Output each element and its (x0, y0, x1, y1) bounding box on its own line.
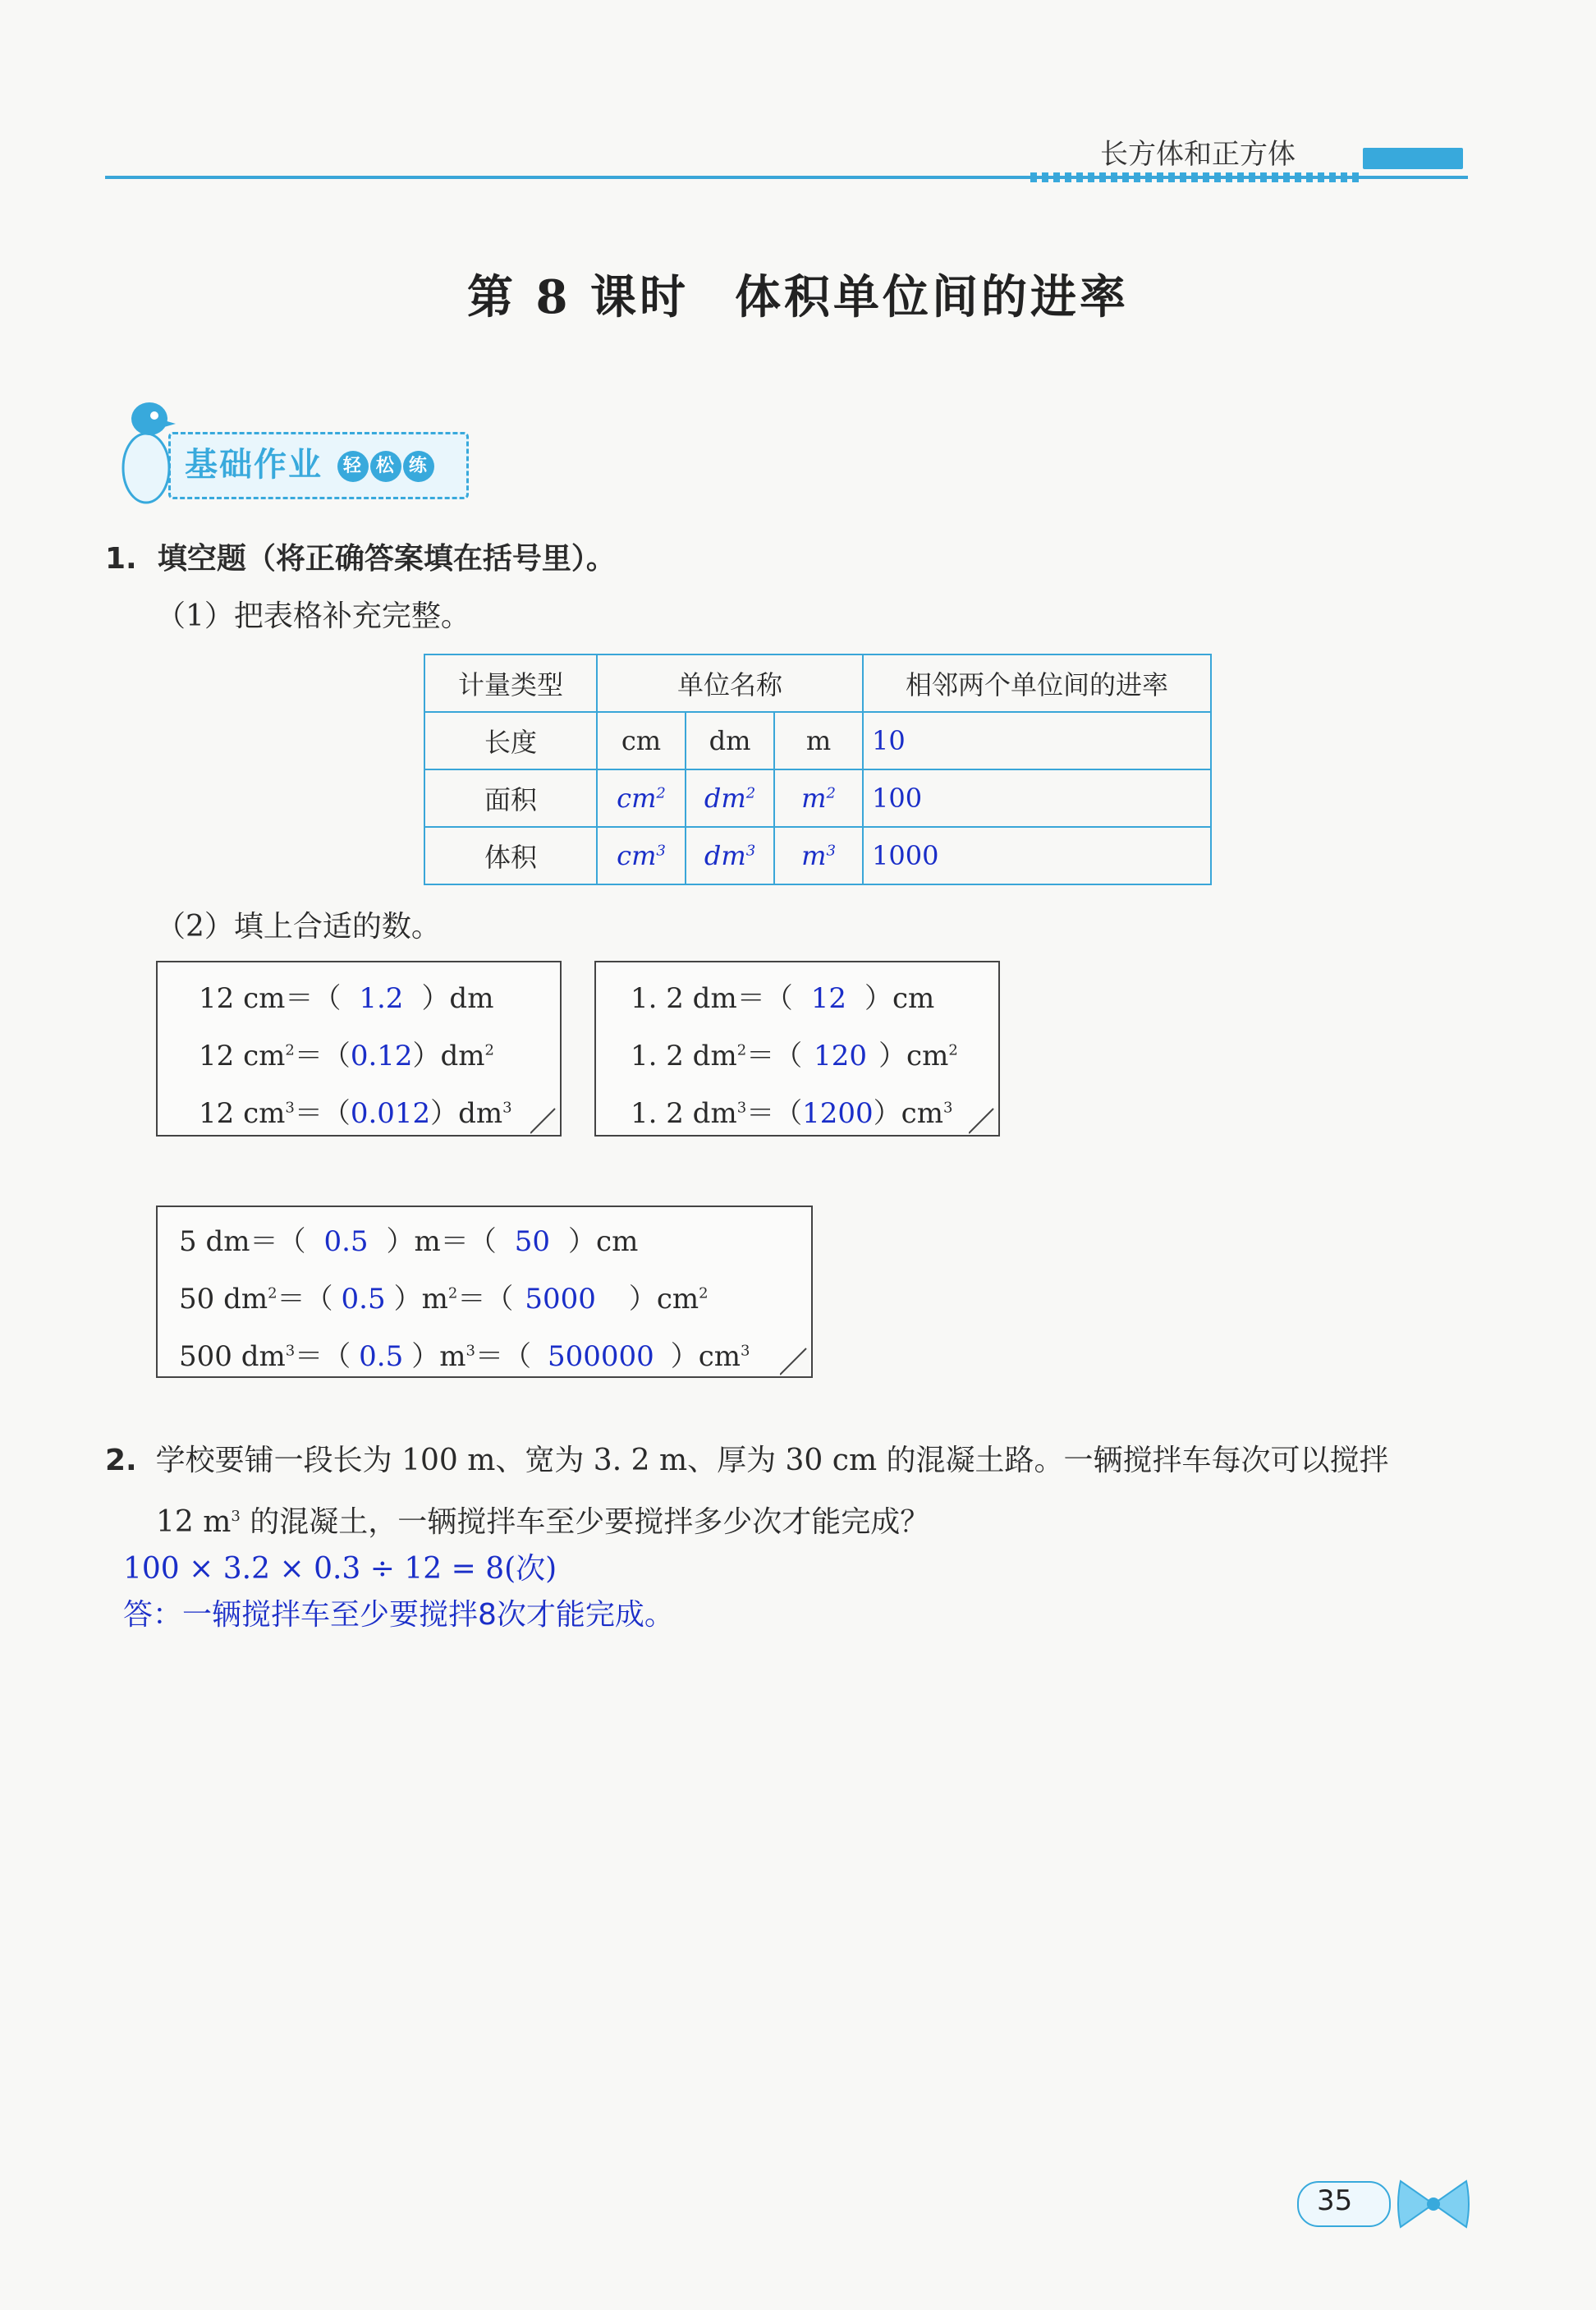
card-2-line-1: 1. 2 dm＝（ 12 ）cm (631, 982, 935, 1015)
question-2-calculation: 100 × 3.2 × 0.3 ÷ 12 = 8(次) (123, 1552, 557, 1586)
table-row (424, 769, 1211, 827)
answer: 50 (514, 1225, 551, 1258)
banner-text (185, 439, 434, 485)
question-1 (105, 535, 616, 577)
table-cell: dm (686, 712, 774, 769)
table-cell: cm (597, 712, 686, 769)
table-header: 相邻两个单位间的进率 (863, 654, 1211, 712)
question-2-text: 学校要铺一段长为 100 m、宽为 3. 2 m、厚为 30 cm 的混凝土路。一辆搅拌车每次可以搅拌 (155, 1444, 1389, 1477)
card-3-line-2: 50 $dm^2=$（ 0.5 ）$m^2=$（ 5000 ）$cm^2$ (179, 1283, 709, 1316)
question-2-text-cont: 12 $m^3$ 的混凝土，一辆搅拌车至少要搅拌多少次才能完成？ (156, 1505, 930, 1539)
units-table (424, 654, 1212, 885)
answer: 0.5 (323, 1225, 369, 1258)
table-header: 计量类型 (424, 654, 597, 712)
answer-cell: $dm^2$ (686, 769, 774, 827)
table-row (424, 827, 1211, 884)
badge-2: 松 (370, 451, 401, 482)
table-row (424, 712, 1211, 769)
answer-cell: $cm^3$ (597, 827, 686, 884)
page-number: 35 (1317, 2184, 1353, 2217)
answer: 0.5 (341, 1283, 386, 1316)
page-curl-icon (530, 1105, 560, 1135)
question-2 (105, 1433, 1484, 1550)
answer: 0.12 (350, 1040, 413, 1072)
table-header: 单位名称 (597, 654, 863, 712)
table-header-row (424, 654, 1211, 712)
chapter-title: 长方体和正方体 (1100, 138, 1296, 171)
question-1-prompt: 填空题（将正确答案填在括号里）。 (157, 542, 616, 576)
banner-label: 基础作业 (185, 446, 323, 484)
answer: 12 (810, 982, 846, 1015)
table-cell: 面积 (424, 769, 597, 827)
lesson-title (0, 261, 1596, 327)
answer-cell: $m^2$ (774, 769, 863, 827)
header-accent-bar (1363, 148, 1463, 169)
lesson-name: 体积单位间的进率 (734, 270, 1129, 324)
card-1-line-3: 12 $cm^3=(0.012)dm^3$ (199, 1097, 512, 1130)
answer: 5000 (525, 1283, 596, 1316)
card-3-line-1: 5 dm＝（ 0.5 ）m＝（ 50 ）cm (179, 1225, 639, 1258)
table-cell: 长度 (424, 712, 597, 769)
page-curl-icon (969, 1105, 998, 1135)
badge-1: 轻 (337, 451, 369, 482)
question-1-part-2: （2）填上合适的数。 (156, 910, 441, 944)
answer-cell: $m^3$ (774, 827, 863, 884)
card-1-line-1: 12 cm＝（ 1.2 ）dm (199, 982, 494, 1015)
card-3-line-3: 500 $dm^3=$（ 0.5 ）$m^3=$（ 500000 ）$cm^3$ (179, 1340, 750, 1373)
answer: 1200 (802, 1097, 874, 1130)
bow-icon (1396, 2175, 1471, 2234)
question-2-number: 2. (105, 1444, 137, 1477)
answer-cell: 10 (863, 712, 1211, 769)
card-2-line-3: 1. 2 $dm^3=(1200)cm^3$ (631, 1097, 953, 1130)
question-1-number: 1. (105, 542, 137, 576)
answer-cell: $cm^2$ (597, 769, 686, 827)
badge-3: 练 (403, 451, 434, 482)
question-1-part-1: （1）把表格补充完整。 (156, 599, 470, 633)
card-2-line-2: 1. 2 $dm^2=$（ 120 ）$cm^2$ (631, 1040, 958, 1072)
header-rule (105, 176, 1468, 179)
question-2-answer: 答：一辆搅拌车至少要搅拌8次才能完成。 (123, 1598, 674, 1632)
answer-cell: 100 (863, 769, 1211, 827)
penguin-icon (113, 394, 179, 509)
answer: 120 (814, 1040, 868, 1072)
answer: 0.012 (350, 1097, 431, 1130)
lesson-number: 第 8 课时 (467, 270, 689, 324)
table-cell: m (774, 712, 863, 769)
card-1-line-2: 12 $cm^2=(0.12)dm^2$ (199, 1040, 494, 1072)
answer: 500000 (547, 1340, 654, 1373)
page-curl-icon (780, 1345, 811, 1376)
answer-cell: 1000 (863, 827, 1211, 884)
table-cell: 体积 (424, 827, 597, 884)
answer: 0.5 (359, 1340, 404, 1373)
answer-cell: $dm^3$ (686, 827, 774, 884)
answer: 1.2 (359, 982, 404, 1015)
